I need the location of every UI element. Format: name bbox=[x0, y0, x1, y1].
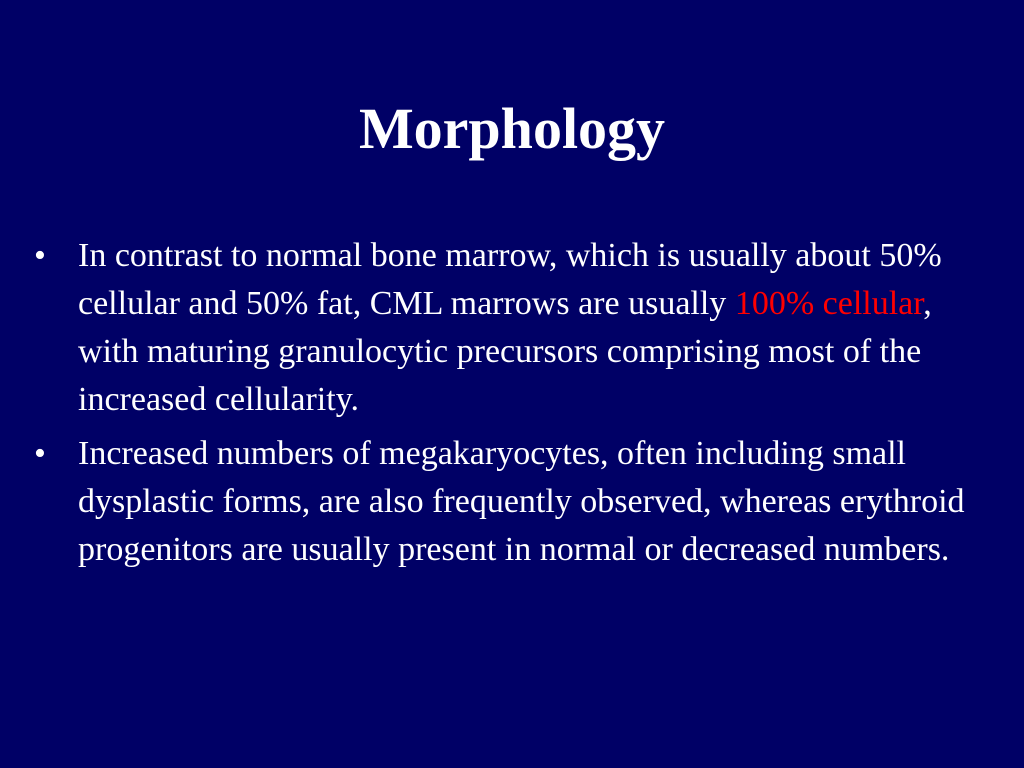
bullet-1-text-after: , with maturing granulocytic precursors comprising most of the increased cellularity. bbox=[78, 285, 932, 418]
bullet-1-text-before: In contrast to normal bone marrow, which is usually about 50% cellular and 50% fat, CML marrows are usually bbox=[78, 237, 942, 322]
bullet-marker: • bbox=[34, 237, 46, 274]
bullet-list bbox=[34, 232, 984, 580]
bullet-item-2 bbox=[34, 430, 984, 574]
bullet-1-highlight: 100% cellular bbox=[734, 285, 924, 322]
bullet-2-text: Increased numbers of megakaryocytes, often including small dysplastic forms, are also frequently observed, whereas erythroid progenitors are usually present in normal or decreased numbers. bbox=[78, 435, 965, 568]
bullet-item-1 bbox=[34, 232, 984, 424]
bullet-marker: • bbox=[34, 435, 46, 472]
slide-title: Morphology bbox=[358, 96, 666, 161]
